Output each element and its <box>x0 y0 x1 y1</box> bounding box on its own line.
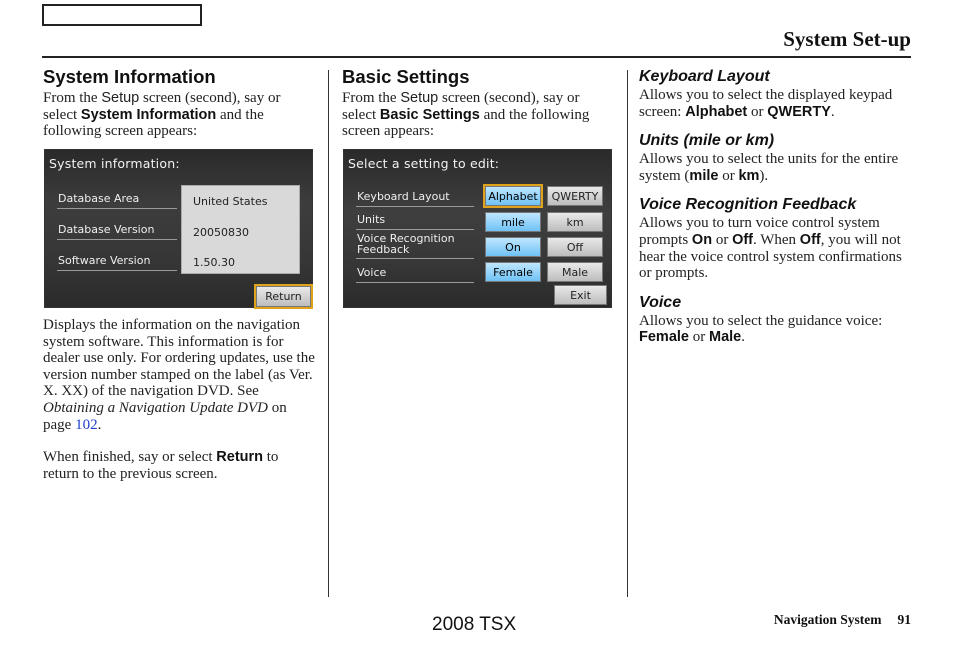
intro-text: and the following screen appears: <box>342 106 590 140</box>
off-term: Off <box>732 231 753 248</box>
database-version-value: 20050830 <box>193 226 249 239</box>
system-information-term: System Information <box>80 106 217 123</box>
body-text: ). <box>759 167 769 184</box>
basic-settings-heading: Basic Settings <box>342 66 470 87</box>
voice-text <box>639 313 911 346</box>
body-text: , you will not hear the voice control system confirmations or prompts. <box>639 231 902 282</box>
intro-text: screen (second), say or select <box>43 90 281 123</box>
keyboard-layout-text <box>639 87 911 120</box>
male-option[interactable]: Male <box>547 262 603 282</box>
settings-descriptions <box>639 68 911 346</box>
basic-settings-screen <box>343 149 612 308</box>
column-divider-right <box>627 70 628 597</box>
mile-term: mile <box>689 167 719 184</box>
setup-term: Setup <box>101 90 140 106</box>
column-divider-left <box>328 70 329 597</box>
male-term: Male <box>708 329 742 346</box>
body-text: or <box>712 231 733 248</box>
row-divider <box>57 270 177 271</box>
screen-title: System information: <box>49 156 180 171</box>
body-text: or <box>718 167 739 184</box>
database-area-value: United States <box>193 195 268 208</box>
row-divider <box>57 239 177 240</box>
feedback-on-option[interactable]: On <box>485 237 541 257</box>
mile-option[interactable]: mile <box>485 212 541 232</box>
voice-feedback-text <box>639 215 911 281</box>
footer-nav <box>774 612 911 628</box>
header-tab-box <box>42 4 202 26</box>
row-divider <box>356 229 474 230</box>
footer-nav-label: Navigation System <box>773 612 882 627</box>
row-divider <box>356 206 474 207</box>
qwerty-term: QWERTY <box>767 103 831 120</box>
intro-text: screen (second), say or select <box>342 90 580 123</box>
database-version-label: Database Version <box>58 223 155 236</box>
basic-settings-intro <box>342 90 614 140</box>
description-paragraph <box>43 317 315 433</box>
row-divider <box>356 282 474 283</box>
setup-term: Setup <box>400 90 439 106</box>
intro-text: From the <box>342 90 401 106</box>
female-term: Female <box>639 329 689 346</box>
finish-text: When finished, say or select <box>43 449 217 466</box>
voice-recognition-label-line2: Feedback <box>357 243 410 256</box>
voice-label: Voice <box>357 266 387 279</box>
exit-button[interactable]: Exit <box>554 285 607 305</box>
body-text: Allows you to select the displayed keypad screen: <box>639 87 893 120</box>
software-version-label: Software Version <box>58 254 151 267</box>
finish-text: to return to the previous screen. <box>43 449 279 482</box>
description-text: on page <box>43 399 287 433</box>
body-text: Allows you to select the guidance voice: <box>639 312 883 329</box>
description-text: . <box>97 416 102 433</box>
finish-paragraph <box>43 449 315 482</box>
system-information-section <box>43 66 315 140</box>
body-text: or <box>688 329 709 346</box>
header-rule <box>42 56 911 58</box>
software-version-value: 1.50.30 <box>193 256 235 269</box>
database-area-label: Database Area <box>58 192 140 205</box>
system-information-intro <box>43 90 315 140</box>
return-term: Return <box>216 449 264 466</box>
description-text: Displays the information on the navigation system software. This information is for dealer use only. For ordering updates, use the version number stamped on the label (as Ver. X. XX) of the navigation DVD. See <box>43 317 315 400</box>
alphabet-term: Alphabet <box>685 103 748 120</box>
update-dvd-reference: Obtaining a Navigation Update DVD <box>43 399 268 416</box>
body-text: . <box>741 329 745 346</box>
intro-text: and the following screen appears: <box>43 106 264 140</box>
system-information-heading: System Information <box>43 66 216 87</box>
basic-settings-term: Basic Settings <box>379 106 480 123</box>
row-divider <box>356 258 474 259</box>
body-text: Allows you to select the units for the entire system ( <box>639 151 899 184</box>
voice-recognition-label-line1: Voice Recognition <box>357 232 455 245</box>
return-button[interactable]: Return <box>256 286 311 307</box>
page-title: System Set-up <box>783 27 911 51</box>
page-number: 91 <box>897 612 911 627</box>
intro-text: From the <box>43 90 102 106</box>
page-102-link[interactable]: 102 <box>75 416 98 433</box>
info-values-panel <box>181 185 300 274</box>
off-term: Off <box>799 231 821 248</box>
body-text: or <box>747 103 768 120</box>
units-label: Units <box>357 213 386 226</box>
system-information-screen <box>44 149 313 308</box>
km-option[interactable]: km <box>547 212 603 232</box>
units-text <box>639 151 911 184</box>
on-term: On <box>691 231 713 248</box>
female-option[interactable]: Female <box>485 262 541 282</box>
row-divider <box>57 208 177 209</box>
basic-settings-section <box>342 66 614 140</box>
voice-heading: Voice <box>639 293 682 311</box>
qwerty-option[interactable]: QWERTY <box>547 186 603 206</box>
units-heading: Units (mile or km) <box>639 132 775 150</box>
alphabet-option[interactable]: Alphabet <box>485 186 541 206</box>
km-term: km <box>738 167 760 184</box>
body-text: . When <box>753 231 800 248</box>
keyboard-layout-heading: Keyboard Layout <box>639 68 770 85</box>
feedback-off-option[interactable]: Off <box>547 237 603 257</box>
system-information-description <box>43 317 315 482</box>
keyboard-layout-label: Keyboard Layout <box>357 190 450 203</box>
screen-title: Select a setting to edit: <box>348 156 500 171</box>
footer-model: 2008 TSX <box>432 614 517 635</box>
body-text: Allows you to turn voice control system prompts <box>639 215 880 248</box>
voice-feedback-heading: Voice Recognition Feedback <box>639 196 857 214</box>
body-text: . <box>830 103 835 120</box>
